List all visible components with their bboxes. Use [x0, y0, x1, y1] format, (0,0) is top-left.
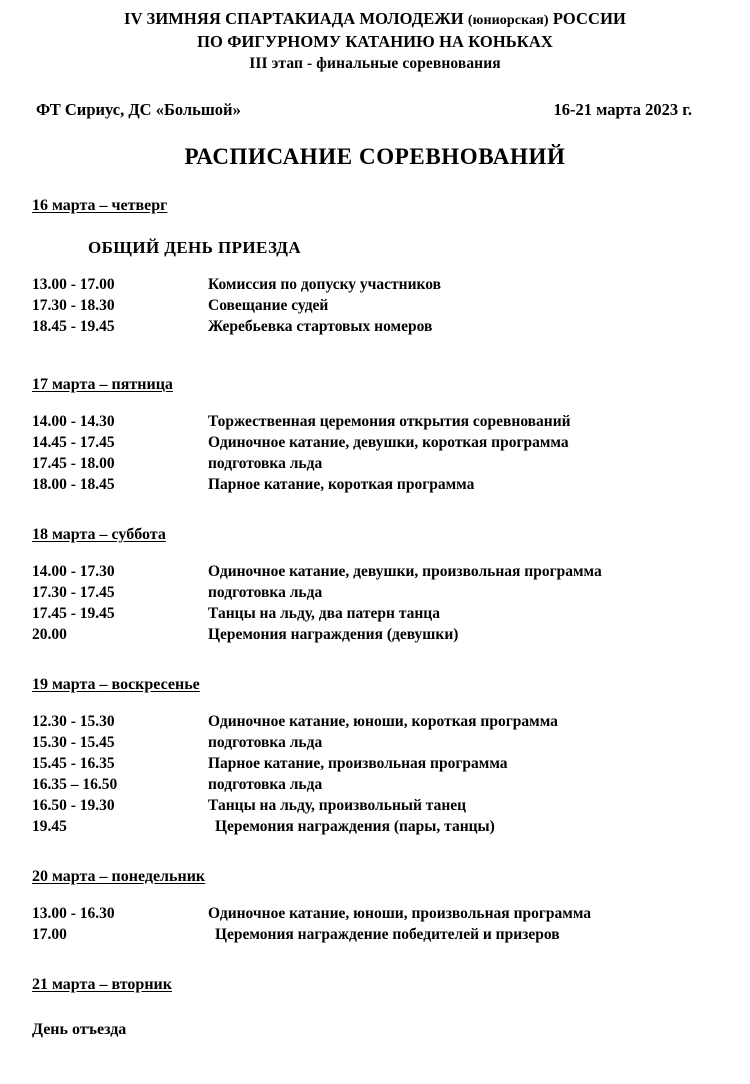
day-heading: 17 марта – пятница: [32, 376, 173, 393]
schedule-body: [0, 196, 750, 1039]
schedule-row: [32, 295, 750, 316]
schedule-row-time: 17.30 - 18.30: [32, 297, 115, 314]
schedule-row-time: 17.30 - 17.45: [32, 584, 115, 601]
schedule-row: [32, 474, 750, 495]
schedule-row-time: 14.00 - 14.30: [32, 413, 115, 430]
schedule-row: [32, 711, 750, 732]
schedule-row: [32, 903, 750, 924]
schedule-row: [32, 624, 750, 645]
schedule-row-description: Одиночное катание, юноши, произвольная программа: [208, 905, 592, 922]
schedule-row: [32, 732, 750, 753]
schedule-row: [32, 411, 750, 432]
schedule-row-time: 16.35 – 16.50: [32, 776, 118, 793]
schedule-row-time: 16.50 - 19.30: [32, 797, 115, 814]
schedule-rows: [32, 711, 750, 837]
schedule-row-time: 13.00 - 17.00: [32, 276, 115, 293]
spacer: [32, 495, 750, 525]
schedule-row-description: Комиссия по допуску участников: [208, 276, 441, 293]
day-heading: 19 марта – воскресенье: [32, 676, 200, 693]
schedule-row-description: Жеребьевка стартовых номеров: [208, 318, 433, 335]
masthead-line-1: [0, 8, 750, 31]
schedule-row-description: подготовка льда: [208, 584, 323, 601]
schedule-row-description: подготовка льда: [208, 734, 323, 751]
schedule-row-description: Церемония награждения (пары, танцы): [215, 818, 495, 835]
schedule-row-time: 17.00: [32, 926, 67, 943]
date-range-label: 16-21 марта 2023 г.: [553, 100, 692, 119]
schedule-row-description: Танцы на льду, два патерн танца: [208, 605, 440, 622]
schedule-rows: [32, 411, 750, 495]
schedule-row: [32, 582, 750, 603]
schedule-row-time: 15.45 - 16.35: [32, 755, 115, 772]
schedule-row: [32, 432, 750, 453]
masthead-line-1-parenthetical: (юниорская): [467, 13, 549, 28]
schedule-row-time: 15.30 - 15.45: [32, 734, 115, 751]
spacer: [32, 837, 750, 867]
day-heading: 18 марта – суббота: [32, 526, 166, 543]
schedule-row-time: 18.45 - 19.45: [32, 318, 115, 335]
spacer: [32, 945, 750, 975]
schedule-row-time: 12.30 - 15.30: [32, 713, 115, 730]
day-heading: 21 марта – вторник: [32, 976, 172, 993]
venue-label: ФТ Сириус, ДС «Большой»: [36, 100, 241, 119]
schedule-row-description: подготовка льда: [208, 776, 323, 793]
schedule-row-time: 14.00 - 17.30: [32, 563, 115, 580]
schedule-row: [32, 753, 750, 774]
spacer: [32, 995, 750, 1017]
schedule-row-description: Одиночное катание, юноши, короткая программа: [208, 713, 558, 730]
masthead-line-1-part-a: IV ЗИМНЯЯ СПАРТАКИАДА МОЛОДЕЖИ: [124, 9, 468, 28]
masthead: [0, 0, 750, 74]
schedule-row-description: Одиночное катание, девушки, произвольная программа: [208, 563, 602, 580]
schedule-row-time: 19.45: [32, 818, 67, 835]
schedule-rows: [32, 274, 750, 337]
day-block: [32, 975, 750, 995]
day-block: [32, 867, 750, 945]
masthead-line-2: ПО ФИГУРНОМУ КАТАНИЮ НА КОНЬКАХ: [197, 32, 553, 51]
day-heading: 16 марта – четверг: [32, 197, 168, 214]
schedule-row: [32, 816, 750, 837]
schedule-row-description: Парное катание, короткая программа: [208, 476, 475, 493]
day-block: [32, 196, 750, 337]
masthead-line-3: III этап - финальные соревнования: [249, 55, 501, 72]
masthead-line-1-part-b: РОССИИ: [548, 9, 626, 28]
schedule-row-description: Церемония награждение победителей и призеров: [215, 926, 560, 943]
closing-text: День отъезда: [32, 1021, 127, 1038]
schedule-row: [32, 453, 750, 474]
day-block: [32, 675, 750, 837]
schedule-row-description: Совещание судей: [208, 297, 329, 314]
schedule-row-time: 17.45 - 18.00: [32, 455, 115, 472]
schedule-row: [32, 316, 750, 337]
day-block: [32, 525, 750, 645]
schedule-row-time: 18.00 - 18.45: [32, 476, 115, 493]
spacer: [32, 337, 750, 375]
schedule-row-time: 20.00: [32, 626, 67, 643]
schedule-row: [32, 924, 750, 945]
spacer: [32, 645, 750, 675]
schedule-row: [32, 774, 750, 795]
page-title: РАСПИСАНИЕ СОРЕВНОВАНИЙ: [184, 144, 566, 169]
day-block: [32, 375, 750, 495]
schedule-row-description: Торжественная церемония открытия соревнований: [208, 413, 571, 430]
schedule-row-description: Церемония награждения (девушки): [208, 626, 459, 643]
day-note: ОБЩИЙ ДЕНЬ ПРИЕЗДА: [88, 238, 302, 257]
schedule-row-description: Танцы на льду, произвольный танец: [208, 797, 467, 814]
schedule-row-description: подготовка льда: [208, 455, 323, 472]
schedule-row-description: Одиночное катание, девушки, короткая программа: [208, 434, 569, 451]
venue-date-row: [0, 100, 750, 124]
schedule-row: [32, 561, 750, 582]
schedule-rows: [32, 561, 750, 645]
schedule-row: [32, 795, 750, 816]
schedule-row: [32, 274, 750, 295]
schedule-row-description: Парное катание, произвольная программа: [208, 755, 508, 772]
schedule-row-time: 17.45 - 19.45: [32, 605, 115, 622]
schedule-row-time: 14.45 - 17.45: [32, 434, 115, 451]
schedule-row-time: 13.00 - 16.30: [32, 905, 115, 922]
schedule-row: [32, 603, 750, 624]
day-heading: 20 марта – понедельник: [32, 868, 206, 885]
schedule-rows: [32, 903, 750, 945]
